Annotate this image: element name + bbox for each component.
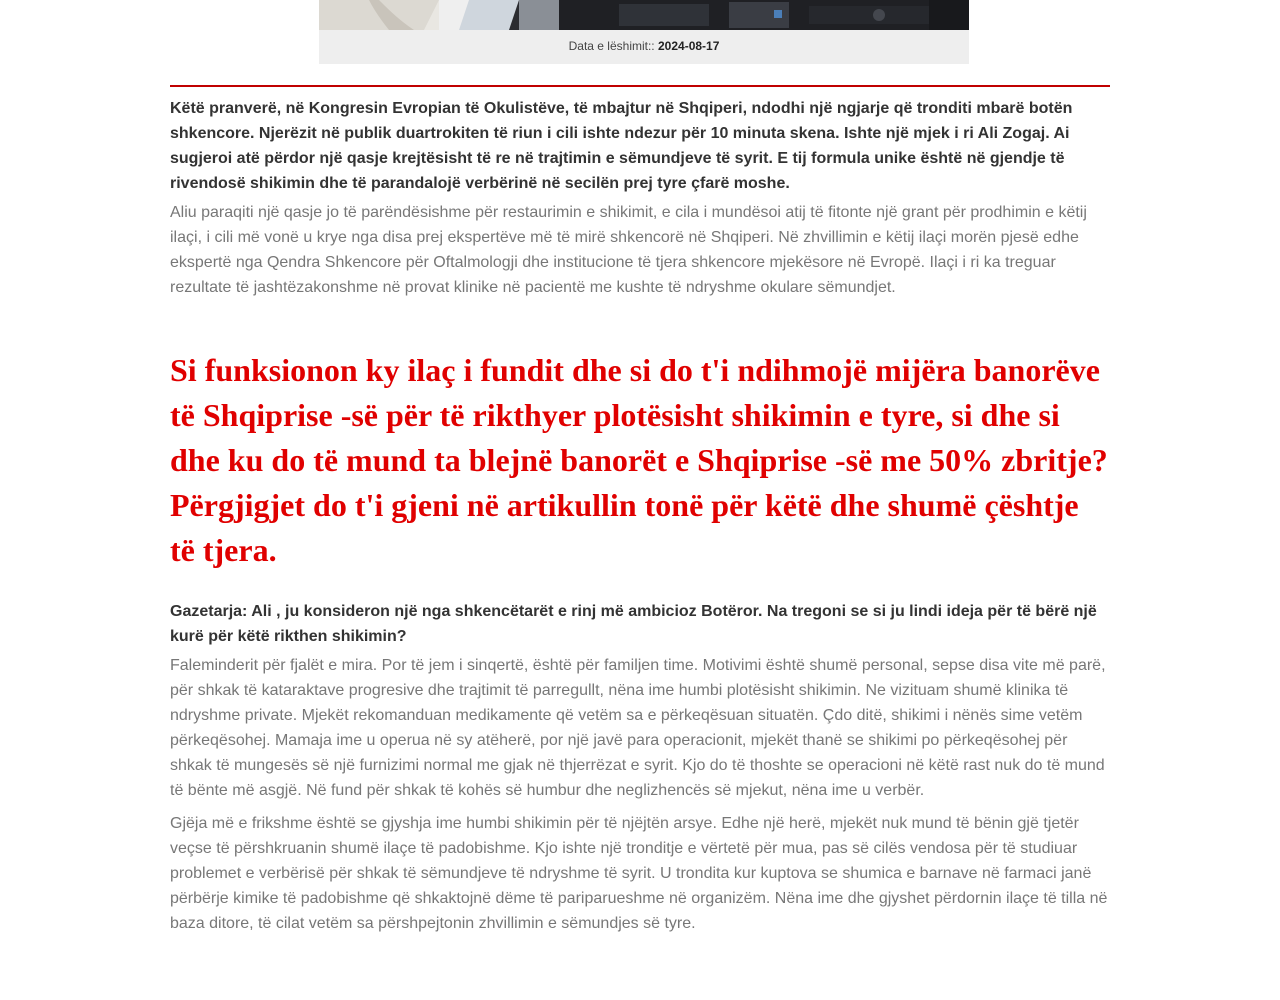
section-divider (170, 85, 1110, 87)
release-date-value: 2024-08-17 (658, 39, 720, 53)
interview-question: Gazetarja: Ali , ju konsideron një nga shkencëtarët e rinj më ambicioz Botëror. Na tregoni se si ju lindi ideja për të bërë një kurë për këtë rikthen shikimin? (170, 603, 1097, 645)
intro-body-paragraph: Aliu paraqiti një qasje jo të parëndësishme për restaurimin e shikimit, e cila i mundësoi atij të fitonte një grant për prodhimin e këtij ilaçi, i cili më vonë u krye nga disa prej ekspertëve më të mirë shkencorë në Shqiperi. Në zhvillimin e këtij ilaçi morën pjesë edhe ekspertë nga Qendra Shkencore për Oftalmologji dhe institucione të tjera shkencore mjekësore në Evropë. Ilaçi i ri ka treguar rezultate të jashtëzakonshme në provat klinike në pacientë me kushte të ndryshme okulare sëmundjet. (170, 204, 1087, 296)
release-date-label: Data e lëshimit:: (568, 39, 655, 53)
article-body (170, 96, 1110, 944)
article-headline: Si funksionon ky ilaç i fundit dhe si do t'i ndihmojë mijëra banorëve të Shqiprise -së për të rikthyer plotësisht shikimin e tyre, si dhe si dhe ku do të mund ta blejnë banorët e Shqiprise -së me 50% zbritje? Përgjigjet do t'i gjeni në artikullin tonë për këtë dhe shumë çështje të tjera. (170, 352, 1108, 568)
hero-photo-graphic (319, 0, 969, 30)
interview-answer-paragraph: Gjëja më e frikshme është se gjyshja ime humbi shikimin për të njëjtën arsye. Edhe një herë, mjekët nuk mund të bënin gjë tjetër veçse të përshkruanin shumë ilaçe të padobishme. Kjo ishte një tronditje e vërtetë për mua, pas së cilës vendosa për të studiuar problemet e verbërisë për shkak të sëmundjeve të ndryshme të syrit. U trondita kur kuptova se shumica e barnave në farmaci janë përbërje kimike të padobishme që shkaktojnë dëme të pariparueshme në organizëm. Nëna ime dhe gjyshet përdornin ilaçe të tilla në baza ditore, të cilat vetëm sa përshpejtonin zhvillimin e sëmundjes së tyre. (170, 815, 1108, 932)
intro-lead-paragraph: Këtë pranverë, në Kongresin Evropian të Okulistëve, të mbajtur në Shqiperi, ndodhi një ngjarje që tronditi mbarë botën shkencore. Njerëzit në publik duartrokiten të riun i cili ishte ndezur për 10 minuta skena. Ishte një mjek i ri Ali Zogaj. Ai sugjeroi atë përdor një qasje krejtësisht të re në trajtimin e sëmundjeve të syrit. E tij formula unike është në gjendje të rivendosë shikimin dhe të parandalojë verbërinë në secilën prej tyre çfarë moshe. (170, 100, 1073, 192)
hero-figure (319, 0, 969, 64)
interview-answer-paragraph: Faleminderit për fjalët e mira. Por të jem i sinqertë, është për familjen time. Motivimi është shumë personal, sepse disa vite më parë, për shkak të kataraktave progresive dhe trajtimit të parregullt, nëna ime humbi plotësisht shikimin. Ne vizituam shumë klinika të ndryshme private. Mjekët rekomanduan medikamente që vetëm sa e përkeqësuan situatën. Çdo ditë, shikimi i nënës sime vetëm përkeqësohej. Mamaja ime u operua në sy atëherë, por një javë para operacionit, mjekët thanë se shikimi po përkeqësohej për shkak të mungesës së një furnizimi normal me gjak në thjerrëzat e syrit. Kjo do të thoshte se operacioni në këtë rast nuk do të mund të bënte më asgjë. Në fund për shkak të kohës së humbur dhe neglizhencës së mjekut, nëna ime u verbër. (170, 657, 1106, 799)
hero-photo (319, 0, 969, 30)
hero-caption (319, 37, 969, 55)
